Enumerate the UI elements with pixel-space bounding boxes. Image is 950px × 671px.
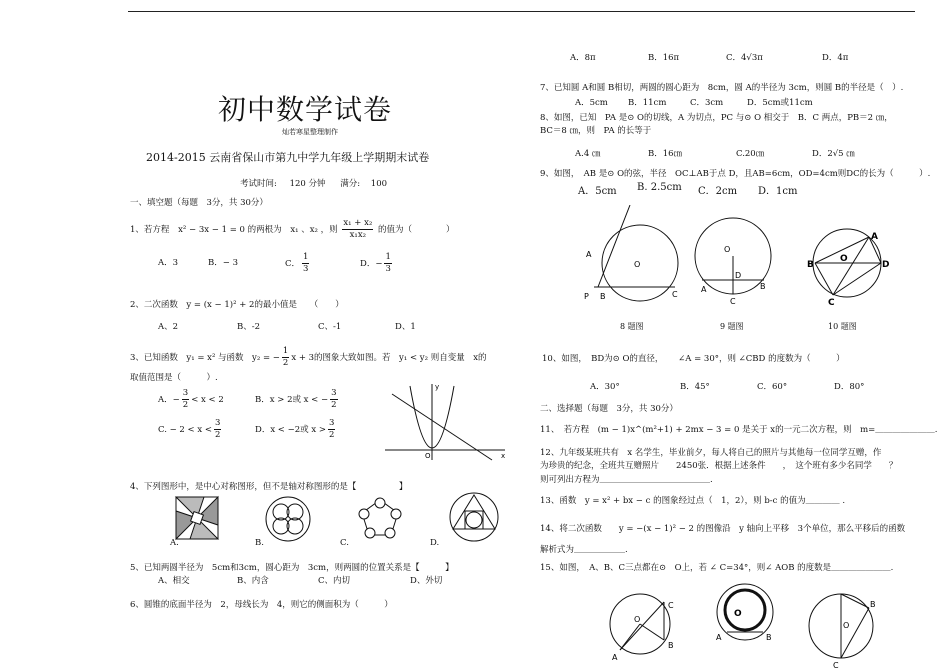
q5-option-b: B、内含: [237, 576, 269, 586]
svg-text:C: C: [668, 601, 674, 610]
svg-text:B: B: [807, 260, 814, 270]
question-3: 3、已知函数 y₁ = x² 与函数 y₂ = − $\frac{1}{2}$ x + 3的图象大致如图。若 y₁ < y₂ 则自变量 x的: [130, 346, 487, 368]
editor-note: 灿若寒星整理制作: [282, 128, 338, 136]
question-7: 7、已知圆 A和圆 B相切，两圆的圆心距为 8cm，圆 A的半径为 3cm，则圆 B的半径是（ ）.: [540, 83, 904, 93]
question-8-line-2: BC＝8 ㎝，则 PA 的长等于: [540, 126, 652, 136]
q8-option-d: D．2√5 ㎝: [812, 149, 855, 159]
q1-option-c: C． $\frac{1}{3}$: [285, 252, 309, 274]
q7-option-b: B．11cm: [628, 98, 667, 108]
page-title: 初中数学试卷: [218, 93, 393, 126]
figure-9-caption: 9 题图: [720, 322, 744, 331]
q10-option-a: A．30°: [590, 382, 620, 392]
q1-stem-a: 1、若方程: [130, 225, 170, 235]
svg-text:A: A: [586, 250, 592, 259]
q8-option-b: B．16㎝: [648, 149, 683, 159]
question-14-line-2: 解析式为＿＿＿＿＿＿.: [540, 545, 628, 555]
svg-text:A: A: [716, 633, 722, 642]
score-label: 满分:: [340, 179, 361, 189]
time-value: 120 分钟: [289, 179, 326, 189]
q9-option-b: B. 2.5cm: [637, 182, 682, 193]
q10-option-d: D．80°: [834, 382, 865, 392]
q9-option-a: A．5cm: [578, 186, 617, 197]
q5-option-a: A、相交: [158, 576, 190, 586]
question-12-line-1: 12、九年级某班共有 x 名学生，毕业前夕，每人将自己的照片与其他每一位同学互赠，作: [540, 448, 882, 458]
q3-option-d: D．x < −2或 x > $\frac{3}{2}$: [255, 418, 335, 440]
exam-info: [240, 177, 387, 189]
question-10: 10、如图， BD为⊙ O的直径， ∠A = 30°，则 ∠CBD 的度数为（ ）: [542, 354, 845, 364]
svg-text:P: P: [584, 292, 589, 301]
q4-option-d: D.: [430, 538, 440, 548]
q6-option-d: D．4π: [822, 53, 849, 63]
question-12-line-3: 则可列出方程为＿＿＿＿＿＿＿＿＿＿＿＿＿.: [540, 475, 713, 485]
svg-text:B: B: [766, 633, 772, 642]
section-1-heading: 一、填空题（每题 3分，共 30分）: [130, 198, 268, 208]
q15-figure-1: [606, 588, 686, 668]
svg-text:C: C: [828, 298, 835, 307]
svg-text:A: A: [871, 232, 878, 242]
figure-10: [803, 225, 893, 307]
q3-option-a: A．− $\frac{3}{2}$ < x < 2: [158, 388, 224, 410]
q8-option-a: A.4 ㎝: [575, 149, 601, 159]
score-value: 100: [370, 179, 388, 189]
q4-figure-d: [448, 491, 500, 543]
q4-figure-c: [356, 495, 404, 543]
q8-option-c: C.20㎝: [736, 149, 765, 159]
q3-option-b: B．x > 2或 x < − $\frac{3}{2}$: [255, 388, 337, 410]
q2-option-c: C、-1: [318, 322, 342, 332]
figure-8: [580, 205, 690, 310]
q7-option-c: C．3cm: [690, 98, 724, 108]
q6-option-c: C．4√3π: [726, 53, 763, 63]
figure-9: [690, 212, 780, 312]
svg-text:O: O: [734, 609, 742, 619]
q15-figure-2: [710, 582, 780, 644]
svg-text:B: B: [668, 641, 674, 650]
q9-option-c: C．2cm: [698, 186, 738, 197]
question-4: 4、下列图形中，是中心对称图形，但不是轴对称图形的是【 】: [130, 482, 408, 492]
header-rule: [128, 11, 915, 12]
figure-10-caption: 10 题图: [828, 322, 857, 331]
graph-y-label: y: [435, 383, 440, 391]
svg-text:O: O: [634, 615, 641, 624]
q7-option-d: D．5cm或11cm: [747, 98, 813, 108]
q1-option-b: B．− 3: [208, 258, 238, 268]
q1-option-d: D．− $\frac{1}{3}$: [360, 252, 391, 274]
q4-figure-b: [264, 495, 312, 543]
figure-8-caption: 8 题图: [620, 322, 644, 331]
question-12-line-2: 为珍贵的纪念，全班共互赠照片 2450张．根据上述条件 ， 这个班有多少名同学 ？: [540, 461, 898, 471]
svg-text:D: D: [882, 260, 890, 270]
q2-option-d: D、1: [395, 322, 416, 332]
question-2: 2、二次函数 y = (x − 1)² + 2的最小值是 （ ）: [130, 300, 344, 310]
q5-option-d: D、外切: [410, 576, 443, 586]
q2-option-a: A、2: [158, 322, 179, 332]
question-14-line-1: 14、将二次函数 y = −(x − 1)² − 2 的图像沿 y 轴向上平移 3个单位，那么平移后的函数: [540, 524, 906, 534]
q3-option-c: C. − 2 < x < $\frac{3}{2}$: [158, 418, 221, 440]
q10-option-c: C．60°: [757, 382, 788, 392]
svg-text:D: D: [735, 271, 742, 280]
time-label: 考试时间:: [240, 179, 277, 189]
question-6: 6、圆锥的底面半径为 2，母线长为 4，则它的侧面积为（ ）: [130, 600, 393, 610]
section-2-heading: 二、选择题（每题 3分，共 30分）: [540, 404, 678, 414]
question-5: 5、已知两圆半径为 5cm和3cm，圆心距为 3cm，则两圆的位置关系是【 】: [130, 563, 454, 573]
q10-option-b: B．45°: [680, 382, 710, 392]
q1-roots: x₁ 、x₂ ，则: [290, 225, 338, 235]
q5-option-c: C、内切: [318, 576, 351, 586]
question-9: 9、如图， AB 是⊙ O的弦，半径 OC⊥AB于点 D，且AB=6cm，OD=4cm则DC的长为（ ）.: [540, 169, 931, 179]
svg-text:A: A: [612, 653, 618, 662]
q15-figure-3: [803, 586, 883, 670]
svg-text:B: B: [600, 292, 606, 301]
svg-text:C: C: [672, 290, 678, 299]
q4-option-c: C.: [340, 538, 349, 548]
question-11: 11、 若方程 (m − 1)x^(m²+1) + 2mx − 3 = 0 是关于 x的一元二次方程，则 m=＿＿＿＿＿＿＿.: [540, 425, 938, 435]
q1-equation: x² − 3x − 1 = 0: [178, 225, 245, 235]
q9-option-d: D．1cm: [758, 186, 798, 197]
q2-option-b: B、-2: [237, 322, 261, 332]
q6-option-a: A．8π: [570, 53, 596, 63]
svg-text:B: B: [870, 600, 876, 609]
q1-stem-c: 的值为（ ）: [378, 225, 455, 235]
svg-text:O: O: [634, 260, 641, 269]
q1-option-a: A．3: [158, 258, 179, 268]
svg-text:O: O: [724, 245, 731, 254]
question-15: 15、如图， A、B、C三点都在⊙ O上，若 ∠ C=34°，则∠ AOB 的度数是＿＿＿＿＿＿＿.: [540, 563, 894, 573]
question-8-line-1: 8、如图，已知 PA 是⊙ O的切线，A 为切点，PC 与⊙ O 相交于 B．C 两点，PB＝2 ㎝，: [540, 113, 893, 123]
q4-option-b: B.: [255, 538, 264, 548]
svg-text:O: O: [840, 254, 848, 264]
svg-text:B: B: [760, 282, 766, 291]
question-1: [130, 218, 455, 241]
q3-graph: [380, 380, 510, 462]
q1-stem-b: 的两根为: [247, 225, 282, 235]
q4-figure-a: [174, 495, 220, 541]
exam-subtitle: 2014-2015 云南省保山市第九中学九年级上学期期末试卷: [146, 151, 430, 164]
graph-x-label: x: [501, 452, 506, 460]
q7-option-a: A．5cm: [575, 98, 608, 108]
question-13: 13、函数 y = x² + bx − c 的图象经过点（ 1，2），则 b-c 的值为＿＿＿＿ .: [540, 496, 846, 506]
svg-text:C: C: [833, 661, 839, 670]
q6-option-b: B．16π: [648, 53, 680, 63]
svg-text:C: C: [730, 297, 736, 306]
q3-stem-c: 取值范围是（ ）.: [130, 373, 218, 383]
q4-option-a: A.: [170, 538, 179, 548]
q1-fraction: $\frac{\text{x₁ + x₂}}{\text{x₁x₂}}$: [343, 218, 373, 240]
svg-text:O: O: [843, 621, 850, 630]
graph-origin-label: O: [425, 452, 431, 460]
svg-text:A: A: [701, 285, 707, 294]
